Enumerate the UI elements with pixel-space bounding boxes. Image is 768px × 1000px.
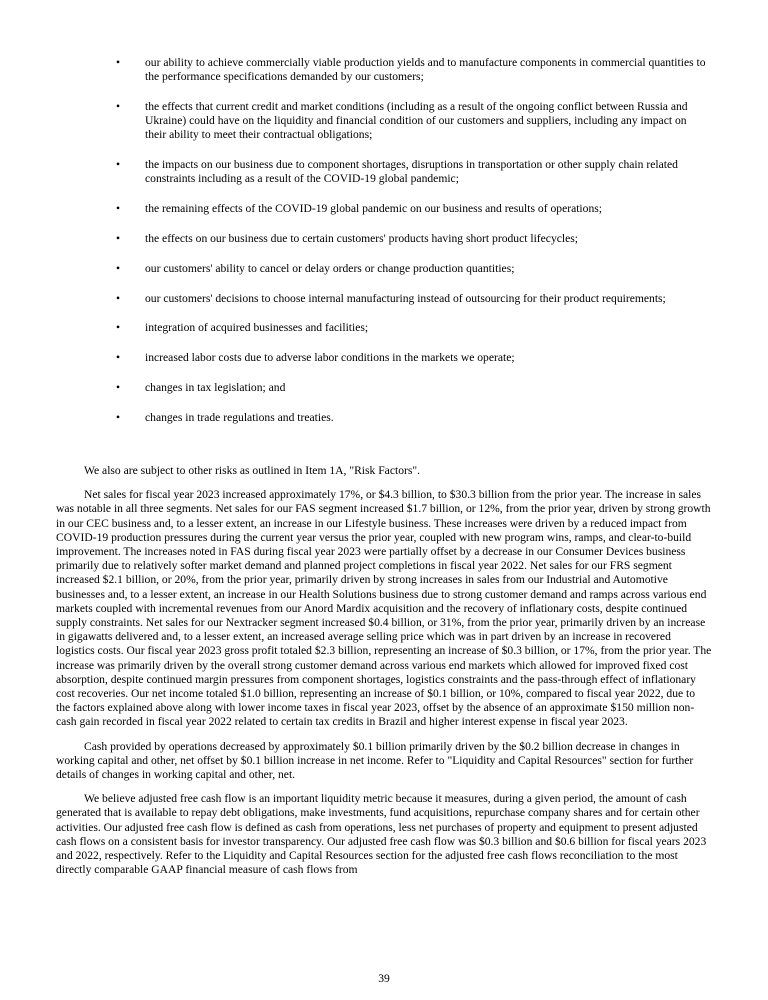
net-sales-paragraph: Net sales for fiscal year 2023 increased approximately 17%, or $4.3 billion, to $30.3 billion from the prior year. The increase in sales was notable in all three segments. Net sales for our FAS segment increased $1.7 billion, or 12%, from the prior year, driven by strong growth in our CEC business and, to a lesser extent, an increase in our Lifestyle business. These increases were driven by a reduced impact from COVID-19 production pressures during the current year versus the prior year, coupled with new program wins, ramps, and clear-to-build improvement. The increases noted in FAS during fiscal year 2023 were partially offset by a decrease in our Consumer Devices business primarily due to relatively softer market demand and planned project completions in fiscal year 2022. Net sales for our FRS segment increased $2.1 billion, or 20%, from the prior year, primarily driven by strong increases in sales from our Industrial and Automotive businesses and, to a lesser extent, an increase in our Health Solutions business due to strong customer demand and ramps across various end markets coupled with incremental revenues from our Anord Mardix acquisition and the recovery of inflationary costs, despite continued supply constraints. Net sales for our Nextracker segment increased $0.4 billion, or 31%, from the prior year, primarily driven by an increase in gigawatts delivered and, to a lesser extent, an increased average selling price which was in part driven by an increase in recovered logistics costs. Our fiscal year 2023 gross profit totaled $2.3 billion, representing an increase of $0.3 billion, or 17%, from the prior year. The increase was primarily driven by the overall strong customer demand across various end markets which allowed for improved fixed cost absorption, despite continued margin pressures from component shortages, logistics constraints and the pass-through effect of inflationary cost recoveries. Our net income totaled $1.0 billion, representing an increase of $0.1 billion, or 10%, compared to fiscal year 2022, due to the factors explained above along with lower income taxes in fiscal year 2023, offset by the absence of an approximate $150 million non-cash gain recorded in fiscal year 2022 related to certain tax credits in Brazil and higher interest expense in fiscal year 2023. bbox=[56, 488, 712, 729]
list-item bbox=[0, 351, 768, 365]
list-item bbox=[0, 158, 768, 186]
bullet-icon: • bbox=[116, 261, 121, 275]
list-item-text: our ability to achieve commercially viable production yields and to manufacture components in commercial quantities to the performance specifications demanded by our customers; bbox=[145, 56, 706, 84]
list-item bbox=[0, 56, 768, 84]
list-item bbox=[0, 321, 768, 335]
free-cash-flow-paragraph: We believe adjusted free cash flow is an important liquidity metric because it measures, during a given period, the amount of cash generated that is available to repay debt obligations, make investments, fund acquisitions, repurchase company shares and for certain other activities. Our adjusted free cash flow is defined as cash from operations, less net purchases of property and equipment to present adjusted cash flows on a consistent basis for investor transparency. Our adjusted free cash flow was $0.3 billion and $0.6 billion for fiscal years 2023 and 2022, respectively. Refer to the Liquidity and Capital Resources section for the adjusted free cash flows reconciliation to the most directly comparable GAAP financial measure of cash flows from bbox=[56, 792, 707, 877]
bullet-icon: • bbox=[116, 158, 121, 172]
list-item bbox=[0, 381, 768, 395]
list-item-text: the impacts on our business due to component shortages, disruptions in transportation or other supply chain related constraints including as a result of the COVID-19 global pandemic; bbox=[145, 158, 678, 186]
list-item bbox=[0, 262, 768, 276]
list-item-text: changes in tax legislation; and bbox=[145, 380, 286, 394]
bullet-icon: • bbox=[116, 202, 121, 216]
risk-factor-list bbox=[0, 56, 768, 441]
list-item-text: our customers' ability to cancel or delay orders or change production quantities; bbox=[145, 261, 515, 275]
bullet-icon: • bbox=[116, 321, 121, 335]
list-item-text: our customers' decisions to choose internal manufacturing instead of outsourcing for their product requirements; bbox=[145, 291, 666, 305]
body-text bbox=[56, 464, 712, 887]
list-item-text: increased labor costs due to adverse labor conditions in the markets we operate; bbox=[145, 351, 515, 365]
list-item-text: the remaining effects of the COVID-19 global pandemic on our business and results of operations; bbox=[145, 202, 602, 216]
list-item bbox=[0, 292, 768, 306]
list-item bbox=[0, 202, 768, 216]
page-number: 39 bbox=[378, 972, 390, 985]
list-item bbox=[0, 411, 768, 425]
bullet-icon: • bbox=[116, 100, 121, 113]
bullet-icon: • bbox=[116, 351, 121, 365]
cash-operations-paragraph: Cash provided by operations decreased by approximately $0.1 billion primarily driven by the $0.2 billion decrease in changes in working capital and other, net offset by $0.1 billion increase in net income. Refer to "Liquidity and Capital Resources" section for further details of changes in working capital and other, net. bbox=[56, 739, 694, 782]
bullet-icon: • bbox=[116, 380, 121, 394]
bullet-icon: • bbox=[116, 232, 121, 245]
bullet-icon: • bbox=[116, 56, 121, 69]
bullet-icon: • bbox=[116, 291, 121, 305]
risk-reference-paragraph: We also are subject to other risks as outlined in Item 1A, "Risk Factors". bbox=[84, 464, 420, 477]
list-item-text: changes in trade regulations and treaties. bbox=[145, 410, 334, 424]
list-item bbox=[0, 100, 768, 143]
list-item-text: integration of acquired businesses and facilities; bbox=[145, 321, 369, 335]
list-item-text: the effects on our business due to certain customers' products having short product lifecycles; bbox=[145, 232, 578, 245]
list-item bbox=[0, 232, 768, 246]
list-item-text: the effects that current credit and market conditions (including as a result of the ongoing conflict between Russia and Ukraine) could have on the liquidity and financial condition of our customers and suppliers, including any impact on their ability to meet their contractual obligations; bbox=[145, 100, 688, 142]
bullet-icon: • bbox=[116, 410, 121, 424]
